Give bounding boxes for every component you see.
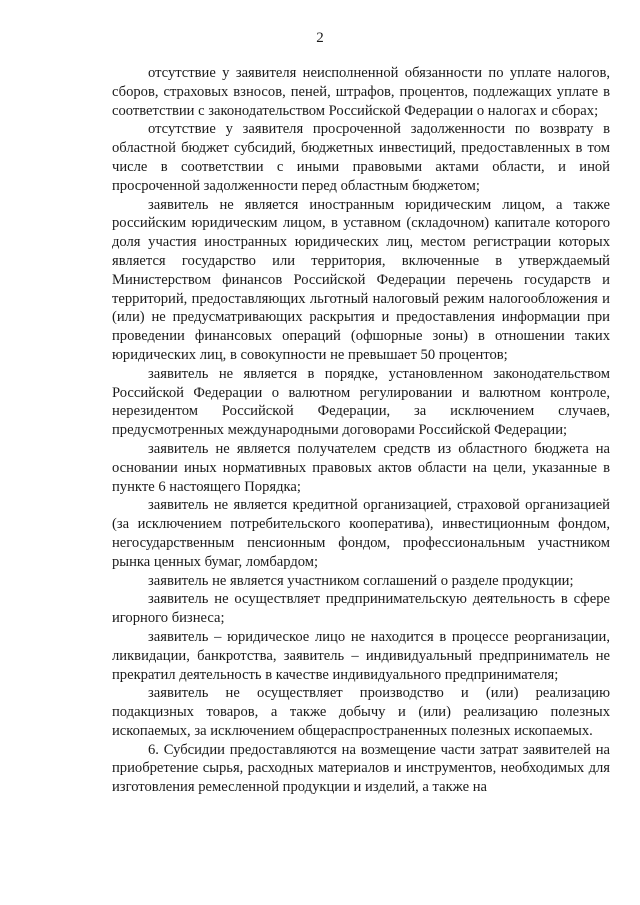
paragraph-no-reorganization-liquidation: заявитель – юридическое лицо не находится в процессе реорганизации, ликвидации, банкротства, заявитель – индивидуальный предприниматель не прекратил деятельность в качестве индивидуального предпринимателя; <box>112 628 610 683</box>
paragraph-no-tax-arrears: отсутствие у заявителя неисполненной обязанности по уплате налогов, сборов, страховых взносов, пеней, штрафов, процентов, подлежащих уплате в соответствии с законодательством Российской Федерации о налогах и сборах; <box>112 65 610 119</box>
paragraph-not-foreign-entity: заявитель не является иностранным юридическим лицом, а также российским юридическим лицом, в уставном (складочном) капитале которого доля участия иностранных юридических лиц, местом регистрации которых является государство или территория, включенные в утверждаемый Министерством финансов Российской Федерации перечень государств и территорий, предоставляющих льготный налоговый режим налогообложения и (или) не предусматривающих раскрытия и предоставления информации при проведении финансовых операций (офшорные зоны) в отношении таких юридических лиц, в совокупности не превышает 50 процентов; <box>112 196 610 363</box>
paragraph-not-financial-organization: заявитель не является кредитной организацией, страховой организацией (за исключением потребительского кооператива), инвестиционным фондом, негосударственным пенсионным фондом, профессиональным участником рынка ценных бумаг, ломбардом; <box>112 497 610 570</box>
paragraph-no-overdue-budget-debt: отсутствие у заявителя просроченной задолженности по возврату в областной бюджет субсидий, бюджетных инвестиций, предоставленных в том числе в соответствии с иными правовыми актами области, и иной просроченной задолженности перед областным бюджетом; <box>112 121 610 194</box>
paragraph-not-nonresident: заявитель не является в порядке, установленном законодательством Российской Федерации о валютном регулировании и валютном контроле, нерезидентом Российской Федерации, за исключением случаев, предусмотренных международными договорами Российской Федерации; <box>112 365 610 439</box>
paragraph-section-6-subsidies: 6. Субсидии предоставляются на возмещение части затрат заявителей на приобретение сырья, расходных материалов и инструментов, необходимых для изготовления ремесленной продукции и изделий, а также на <box>112 741 610 796</box>
document-body <box>112 64 610 797</box>
paragraph-not-other-budget-recipient: заявитель не является получателем средств из областного бюджета на основании иных нормативных правовых актов области на цели, указанные в пункте 6 настоящего Порядка; <box>112 440 610 495</box>
paragraph-not-production-sharing-party: заявитель не является участником соглашений о разделе продукции; <box>148 572 574 589</box>
paragraph-no-excise-goods-production: заявитель не осуществляет производство и (или) реализацию подакцизных товаров, а также добычу и (или) реализацию полезных ископаемых, за исключением общераспространенных полезных ископаемых. <box>112 685 610 739</box>
paragraph-no-gambling-business: заявитель не осуществляет предпринимательскую деятельность в сфере игорного бизнеса; <box>112 591 610 627</box>
page-number: 2 <box>316 30 324 46</box>
